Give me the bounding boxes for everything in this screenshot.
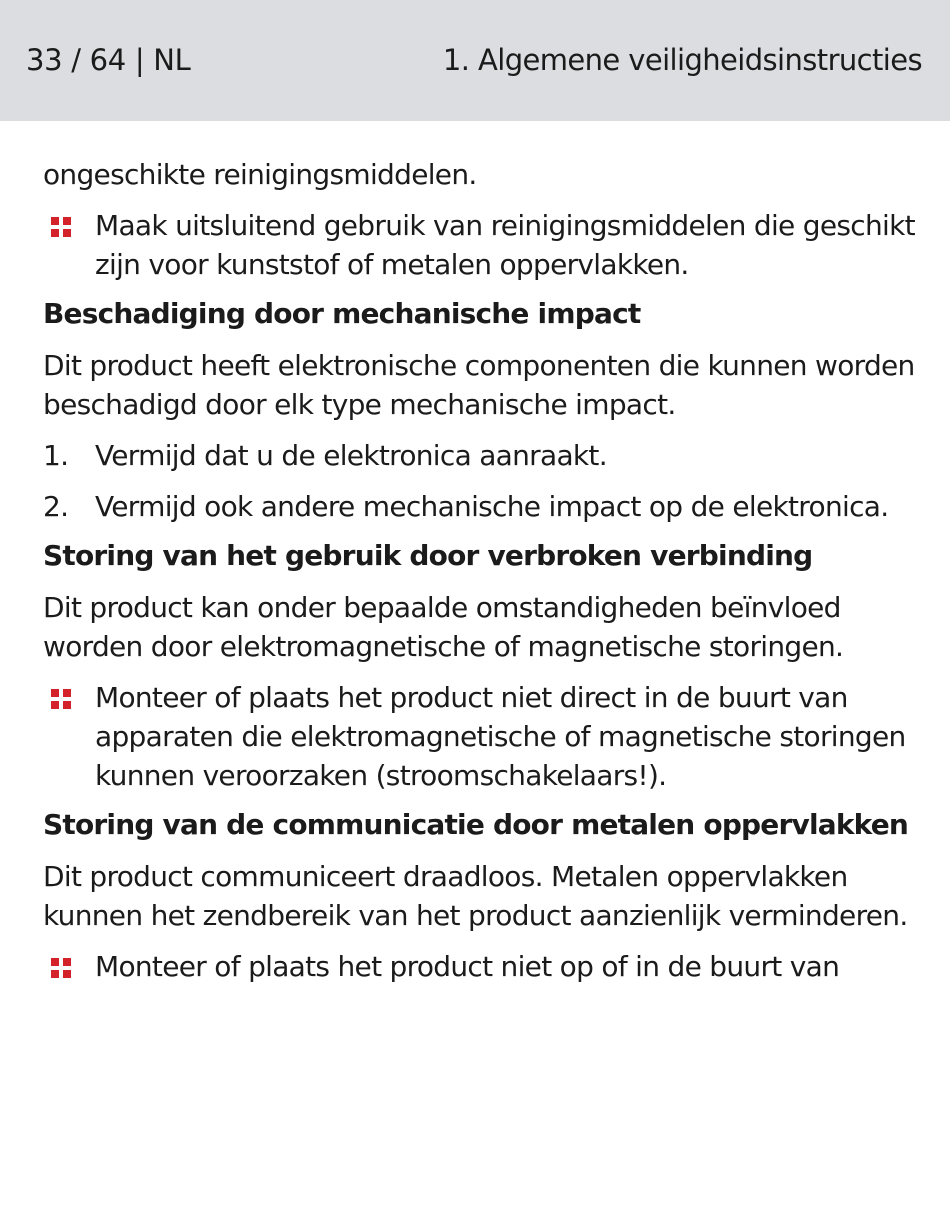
page-content [43,155,927,998]
bullet-item [43,206,927,284]
paragraph: Dit product heeft elektronische componenten die kunnen worden beschadigd door elk type mechanische impact. [43,349,915,421]
numbered-item [43,487,927,526]
red-square-bullet-icon [51,217,71,237]
red-square-bullet-icon [51,958,71,978]
section-heading: Storing van de communicatie door metalen oppervlakken [43,808,909,841]
bullet-text: Monteer of plaats het product niet direct in de buurt van apparaten die elektromagnetische of magnetische storingen kunnen veroorzaken (stroomschakelaars!). [95,681,906,792]
paragraph: Dit product communiceert draadloos. Metalen oppervlakken kunnen het zendbereik van het product aanzienlijk verminderen. [43,860,908,932]
item-text: Vermijd dat u de elektronica aanraakt. [95,439,607,472]
item-text: Vermijd ook andere mechanische impact op de elektronica. [95,490,889,523]
page-number: 33 / 64 | NL [26,43,191,77]
bullet-text: Monteer of plaats het product niet op of in de buurt van [95,950,840,983]
paragraph: ongeschikte reinigingsmiddelen. [43,158,477,191]
numbered-item [43,436,927,475]
paragraph: Dit product kan onder bepaalde omstandigheden beïnvloed worden door elektromagnetische of magnetische storingen. [43,591,844,663]
bullet-text: Maak uitsluitend gebruik van reinigingsmiddelen die geschikt zijn voor kunststof of metalen oppervlakken. [95,209,915,281]
section-heading: Storing van het gebruik door verbroken verbinding [43,539,813,572]
bullet-item [43,947,927,986]
item-number: 2. [43,490,69,523]
item-number: 1. [43,439,69,472]
red-square-bullet-icon [51,689,71,709]
bullet-item [43,678,927,795]
section-title: 1. Algemene veiligheidsinstructies [442,43,922,77]
page-header [0,0,950,121]
section-heading: Beschadiging door mechanische impact [43,297,641,330]
